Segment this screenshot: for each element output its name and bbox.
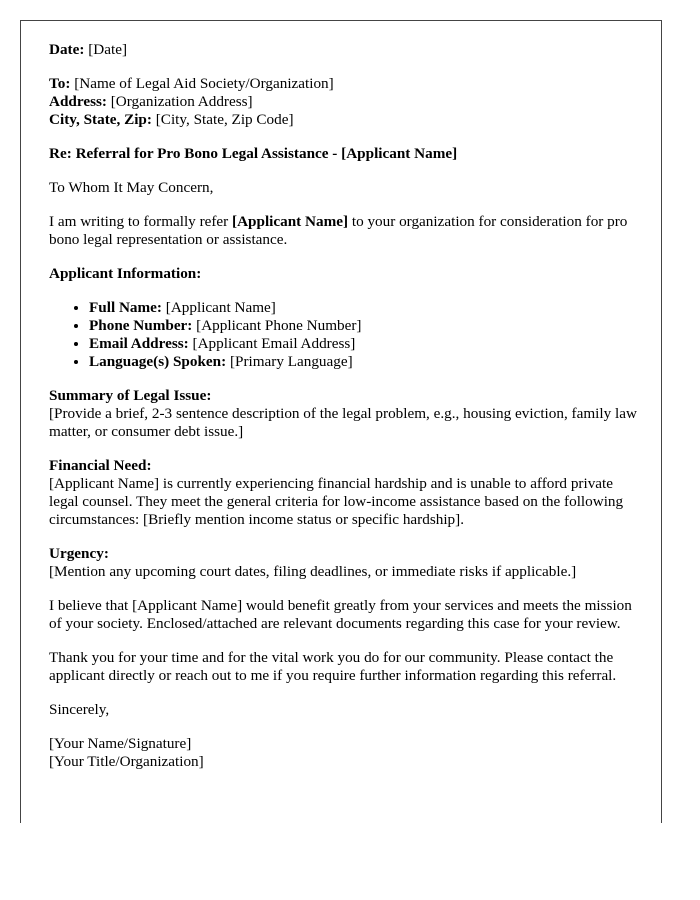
item-value: [Applicant Email Address] [192, 335, 356, 352]
financial-section [49, 457, 637, 529]
to-value: [Name of Legal Aid Society/Organization] [74, 75, 334, 92]
intro-applicant: [Applicant Name] [232, 213, 349, 230]
list-item [89, 335, 637, 353]
address-value: [Organization Address] [110, 93, 253, 110]
subject-line [49, 145, 637, 163]
applicant-info-heading-text: Applicant Information: [49, 265, 202, 282]
signature-title: [Your Title/Organization] [49, 753, 204, 770]
summary-heading: Summary of Legal Issue: [49, 387, 212, 404]
applicant-info-list [49, 299, 637, 371]
list-item [89, 317, 637, 335]
thanks-paragraph: Thank you for your time and for the vital work you do for our community. Please contact the applicant directly or reach out to me if you require further information regarding this referral. [49, 649, 617, 684]
intro-paragraph [49, 213, 637, 249]
summary-section [49, 387, 637, 441]
item-label: Full Name: [89, 299, 162, 316]
summary-text: [Provide a brief, 2-3 sentence description of the legal problem, e.g., housing eviction, family law matter, or consumer debt issue.] [49, 405, 637, 440]
applicant-info-heading [49, 265, 637, 283]
subject-text: Re: Referral for Pro Bono Legal Assistance - [Applicant Name] [49, 145, 458, 162]
urgency-text: [Mention any upcoming court dates, filing deadlines, or immediate risks if applicable.] [49, 563, 577, 580]
date-label: Date: [49, 41, 85, 58]
believe-paragraph: I believe that [Applicant Name] would benefit greatly from your services and meets the mission of your society. Enclosed/attached are relevant documents regarding this case for your review. [49, 597, 632, 632]
intro-after: to your organization for consideration for pro bono legal representation or assistance. [49, 213, 628, 248]
city-state-zip-value: [City, State, Zip Code] [155, 111, 294, 128]
salutation: To Whom It May Concern, [49, 179, 214, 196]
item-label: Email Address: [89, 335, 189, 352]
date-line [49, 41, 637, 59]
financial-text: [Applicant Name] is currently experiencing financial hardship and is unable to afford private legal counsel. They meet the general criteria for low-income assistance based on the following circumstances: [Briefly mention income status or specific hardship]. [49, 475, 624, 528]
recipient-block [49, 75, 637, 129]
city-state-zip-label: City, State, Zip: [49, 111, 152, 128]
financial-heading: Financial Need: [49, 457, 152, 474]
item-value: [Applicant Phone Number] [196, 317, 362, 334]
address-label: Address: [49, 93, 107, 110]
signature-block [49, 735, 637, 771]
item-label: Language(s) Spoken: [89, 353, 227, 370]
urgency-section [49, 545, 637, 581]
date-value: [Date] [88, 41, 128, 58]
item-label: Phone Number: [89, 317, 193, 334]
list-item [89, 353, 637, 371]
letter-page [20, 20, 662, 823]
item-value: [Primary Language] [229, 353, 353, 370]
signature-name: [Your Name/Signature] [49, 735, 192, 752]
to-label: To: [49, 75, 71, 92]
closing: Sincerely, [49, 701, 110, 718]
item-value: [Applicant Name] [165, 299, 276, 316]
urgency-heading: Urgency: [49, 545, 109, 562]
list-item [89, 299, 637, 317]
intro-before: I am writing to formally refer [49, 213, 233, 230]
